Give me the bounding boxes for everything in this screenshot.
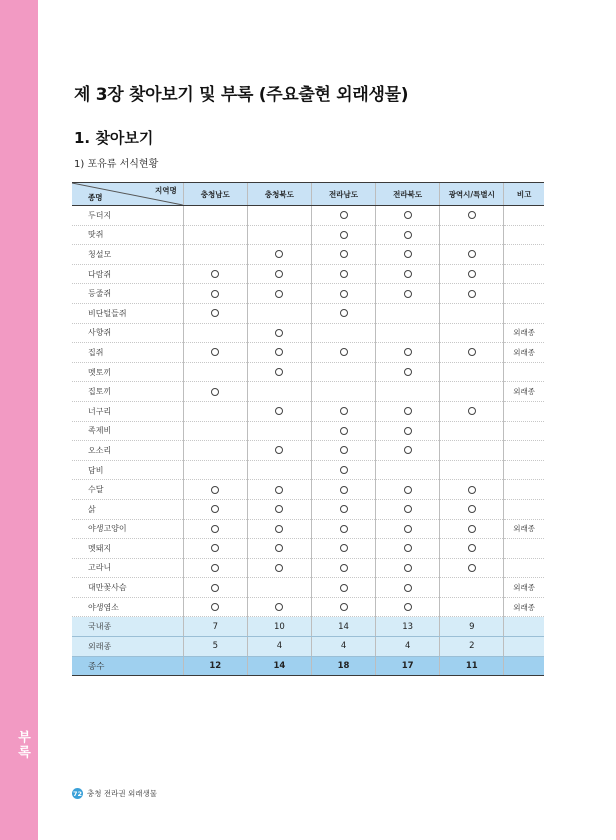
value-cell [440,362,504,382]
presence-cell [311,421,375,441]
value-cell: 13 [376,617,440,637]
presence-cell [376,539,440,559]
presence-mark-icon [275,446,283,454]
presence-mark-icon [340,290,348,298]
note-cell: 외래종 [504,343,544,363]
presence-mark-icon [211,525,219,533]
value-cell [247,421,311,441]
column-header: 충청북도 [247,183,311,206]
presence-cell [183,539,247,559]
footer-text: 충청 전라권 외래생물 [87,789,157,798]
value-cell [311,382,375,402]
note-cell [504,617,544,637]
presence-cell [376,519,440,539]
presence-mark-icon [340,584,348,592]
presence-mark-icon [340,446,348,454]
presence-cell [311,343,375,363]
presence-cell [376,343,440,363]
presence-cell [311,480,375,500]
note-cell [504,558,544,578]
presence-cell [440,401,504,421]
value-cell [376,303,440,323]
presence-mark-icon [468,505,476,513]
value-cell [247,460,311,480]
presence-cell [376,362,440,382]
presence-cell [376,578,440,598]
species-name: 고라니 [72,558,183,578]
presence-mark-icon [340,231,348,239]
presence-mark-icon [275,603,283,611]
presence-mark-icon [275,505,283,513]
presence-mark-icon [404,603,412,611]
value-cell [247,225,311,245]
table-row [72,441,544,461]
page-footer [72,788,157,799]
note-cell [504,441,544,461]
table-row [72,343,544,363]
presence-cell [183,480,247,500]
presence-mark-icon [340,348,348,356]
value-cell [311,323,375,343]
note-cell [504,264,544,284]
presence-mark-icon [275,329,283,337]
presence-cell [247,343,311,363]
note-cell [504,421,544,441]
presence-cell [311,225,375,245]
note-cell: 외래종 [504,578,544,598]
presence-cell [247,323,311,343]
presence-cell [311,401,375,421]
header-species-label: 종명 [88,193,103,202]
table-row [72,245,544,265]
value-cell [440,421,504,441]
presence-cell [376,284,440,304]
presence-mark-icon [468,486,476,494]
species-name: 등줄쥐 [72,284,183,304]
presence-cell [440,558,504,578]
presence-mark-icon [211,544,219,552]
sub-title: 1) 포유류 서식현황 [74,159,159,170]
value-cell [247,206,311,226]
table-row [72,303,544,323]
presence-cell [376,499,440,519]
presence-mark-icon [404,446,412,454]
species-name: 족제비 [72,421,183,441]
value-cell: 4 [247,637,311,657]
presence-cell [311,539,375,559]
value-cell [376,382,440,402]
presence-cell [311,460,375,480]
species-name: 종수 [72,656,183,676]
species-name: 수달 [72,480,183,500]
table-row [72,225,544,245]
presence-mark-icon [275,544,283,552]
presence-cell [247,264,311,284]
note-cell [504,362,544,382]
value-cell [183,441,247,461]
presence-cell [247,401,311,421]
presence-mark-icon [404,427,412,435]
sidebar-band [0,0,38,840]
presence-mark-icon [404,211,412,219]
presence-cell [311,519,375,539]
presence-cell [376,597,440,617]
table-row [72,597,544,617]
table-row [72,401,544,421]
note-cell [504,206,544,226]
species-name: 청설모 [72,245,183,265]
presence-cell [247,362,311,382]
presence-mark-icon [404,348,412,356]
value-cell: 7 [183,617,247,637]
value-cell [183,460,247,480]
species-name: 야생고양이 [72,519,183,539]
presence-cell [247,539,311,559]
presence-cell [440,480,504,500]
value-cell: 11 [440,656,504,676]
presence-cell [183,578,247,598]
note-cell [504,460,544,480]
table-row [72,382,544,402]
presence-mark-icon [211,486,219,494]
value-cell: 4 [376,637,440,657]
table-header-row [72,183,544,206]
column-header: 광역시/특별시 [440,183,504,206]
value-cell [440,578,504,598]
value-cell [376,323,440,343]
presence-mark-icon [468,348,476,356]
presence-mark-icon [404,231,412,239]
presence-cell [311,597,375,617]
note-cell: 외래종 [504,519,544,539]
presence-cell [440,519,504,539]
value-cell [183,401,247,421]
species-name: 국내종 [72,617,183,637]
value-cell: 2 [440,637,504,657]
presence-mark-icon [275,564,283,572]
presence-cell [183,343,247,363]
species-name: 멧돼지 [72,539,183,559]
presence-mark-icon [404,250,412,258]
header-region-label: 지역명 [154,186,177,195]
presence-cell [376,264,440,284]
species-name: 집쥐 [72,343,183,363]
presence-cell [376,441,440,461]
presence-mark-icon [275,348,283,356]
value-cell: 17 [376,656,440,676]
presence-mark-icon [404,486,412,494]
presence-mark-icon [211,603,219,611]
presence-cell [440,245,504,265]
presence-cell [440,539,504,559]
species-name: 멧토끼 [72,362,183,382]
table-row [72,264,544,284]
presence-mark-icon [468,544,476,552]
value-cell: 10 [247,617,311,637]
presence-cell [311,284,375,304]
note-cell [504,480,544,500]
presence-mark-icon [468,250,476,258]
chapter-title: 제 3장 찾아보기 및 부록 (주요출현 외래생물) [74,85,409,105]
presence-cell [247,519,311,539]
species-name: 외래종 [72,637,183,657]
value-cell [183,421,247,441]
note-cell [504,225,544,245]
presence-cell [247,480,311,500]
presence-cell [183,284,247,304]
value-cell: 12 [183,656,247,676]
value-cell [247,382,311,402]
value-cell [183,225,247,245]
column-header: 충청남도 [183,183,247,206]
presence-mark-icon [211,388,219,396]
presence-mark-icon [211,584,219,592]
table-row [72,539,544,559]
presence-mark-icon [211,505,219,513]
column-header: 비고 [504,183,544,206]
presence-mark-icon [211,290,219,298]
presence-mark-icon [340,211,348,219]
presence-mark-icon [340,466,348,474]
table-row [72,421,544,441]
value-cell [183,245,247,265]
presence-mark-icon [404,368,412,376]
presence-mark-icon [404,290,412,298]
note-cell [504,656,544,676]
presence-cell [440,206,504,226]
presence-cell [440,264,504,284]
presence-cell [183,264,247,284]
presence-cell [183,558,247,578]
table-row [72,362,544,382]
table-row [72,460,544,480]
presence-cell [183,499,247,519]
presence-mark-icon [468,270,476,278]
note-cell [504,284,544,304]
value-cell [183,323,247,343]
presence-cell [376,558,440,578]
presence-cell [440,499,504,519]
species-name: 비단털들쥐 [72,303,183,323]
table-row [72,323,544,343]
presence-cell [247,597,311,617]
table-row [72,558,544,578]
presence-cell [247,499,311,519]
species-name: 땃쥐 [72,225,183,245]
presence-cell [311,578,375,598]
presence-cell [376,225,440,245]
presence-cell [247,558,311,578]
presence-mark-icon [275,486,283,494]
presence-cell [311,303,375,323]
presence-mark-icon [275,407,283,415]
presence-mark-icon [404,407,412,415]
presence-mark-icon [404,525,412,533]
presence-mark-icon [468,290,476,298]
presence-cell [440,284,504,304]
note-cell: 외래종 [504,323,544,343]
presence-mark-icon [340,270,348,278]
value-cell [311,362,375,382]
presence-mark-icon [211,564,219,572]
mammal-habitat-table [72,182,544,676]
value-cell [440,597,504,617]
presence-mark-icon [340,544,348,552]
value-cell [183,362,247,382]
presence-cell [311,264,375,284]
value-cell: 9 [440,617,504,637]
summary-row [72,637,544,657]
presence-mark-icon [340,427,348,435]
species-name: 다람쥐 [72,264,183,284]
header-diagonal-cell [72,183,183,206]
species-name: 두더지 [72,206,183,226]
presence-cell [376,245,440,265]
presence-mark-icon [211,309,219,317]
value-cell [440,460,504,480]
value-cell: 14 [247,656,311,676]
value-cell [247,578,311,598]
presence-cell [183,519,247,539]
value-cell: 5 [183,637,247,657]
presence-mark-icon [340,486,348,494]
presence-cell [376,206,440,226]
presence-mark-icon [340,603,348,611]
page-number: 72 [72,789,83,798]
presence-mark-icon [404,584,412,592]
section-title: 1. 찾아보기 [74,129,154,147]
note-cell: 외래종 [504,597,544,617]
column-header: 전라남도 [311,183,375,206]
presence-cell [311,206,375,226]
presence-cell [376,421,440,441]
presence-cell [376,480,440,500]
species-name: 오소리 [72,441,183,461]
species-name: 대만꽃사슴 [72,578,183,598]
value-cell [376,460,440,480]
presence-mark-icon [468,211,476,219]
note-cell [504,245,544,265]
presence-mark-icon [340,564,348,572]
presence-mark-icon [340,407,348,415]
presence-cell [183,303,247,323]
presence-mark-icon [211,270,219,278]
note-cell [504,401,544,421]
value-cell: 18 [311,656,375,676]
value-cell [247,303,311,323]
total-row [72,656,544,676]
value-cell [440,382,504,402]
column-header: 전라북도 [376,183,440,206]
presence-mark-icon [275,525,283,533]
presence-cell [376,401,440,421]
presence-mark-icon [340,250,348,258]
note-cell [504,539,544,559]
presence-mark-icon [404,564,412,572]
presence-mark-icon [404,505,412,513]
value-cell [183,206,247,226]
value-cell: 14 [311,617,375,637]
presence-cell [311,499,375,519]
presence-mark-icon [468,525,476,533]
presence-mark-icon [211,348,219,356]
presence-cell [183,597,247,617]
species-name: 담비 [72,460,183,480]
table-row [72,284,544,304]
species-name: 야생염소 [72,597,183,617]
table-row [72,206,544,226]
value-cell: 4 [311,637,375,657]
note-cell [504,303,544,323]
table-row [72,480,544,500]
table-body [72,206,544,676]
presence-mark-icon [340,309,348,317]
presence-cell [311,558,375,578]
presence-mark-icon [404,270,412,278]
presence-cell [247,284,311,304]
summary-row [72,617,544,637]
species-name: 너구리 [72,401,183,421]
sidebar-label: 부록 [15,730,30,760]
note-cell: 외래종 [504,382,544,402]
value-cell [440,225,504,245]
presence-mark-icon [340,505,348,513]
presence-mark-icon [275,250,283,258]
presence-mark-icon [275,368,283,376]
presence-mark-icon [468,564,476,572]
table-row [72,519,544,539]
presence-mark-icon [468,407,476,415]
species-name: 집토끼 [72,382,183,402]
presence-mark-icon [340,525,348,533]
presence-cell [183,382,247,402]
presence-cell [311,441,375,461]
presence-cell [440,343,504,363]
presence-cell [311,245,375,265]
presence-mark-icon [404,544,412,552]
species-name: 사향쥐 [72,323,183,343]
note-cell [504,637,544,657]
presence-mark-icon [275,290,283,298]
table-row [72,499,544,519]
presence-mark-icon [275,270,283,278]
species-name: 삵 [72,499,183,519]
presence-cell [247,245,311,265]
value-cell [440,441,504,461]
value-cell [440,323,504,343]
presence-cell [247,441,311,461]
note-cell [504,499,544,519]
table-row [72,578,544,598]
value-cell [440,303,504,323]
